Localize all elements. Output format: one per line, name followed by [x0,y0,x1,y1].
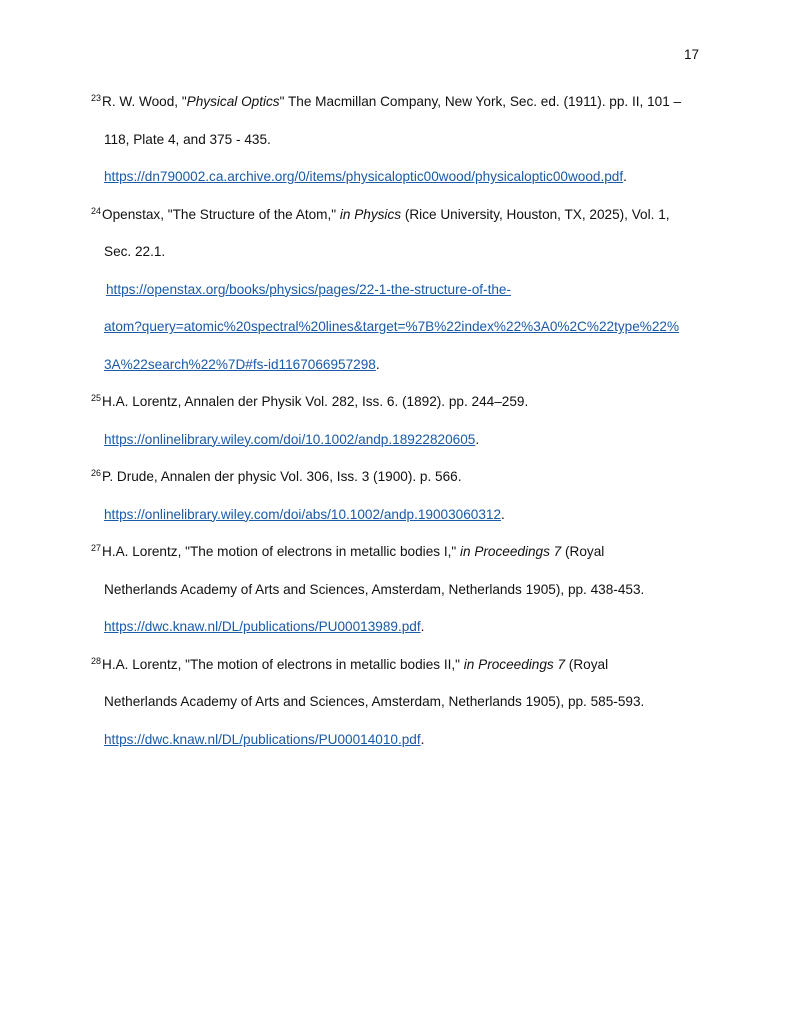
reference-link[interactable]: atom?query=atomic%20spectral%20lines&target=%7B%22index%22%3A0%2C%22type%22% [104,319,680,334]
reference-italic-title: in Proceedings 7 [463,656,566,672]
footnote-number: 23 [91,93,102,103]
reference-text: Openstax, "The Structure of the Atom," [102,206,340,222]
reference-text: H.A. Lorentz, "The motion of electrons in metallic bodies I," [102,544,460,559]
reference-continuation: Netherlands Academy of Arts and Sciences, Amsterdam, Netherlands 1905), pp. 585-593. [104,694,645,709]
reference-link[interactable]: https://onlinelibrary.wiley.com/doi/abs/10.1002/andp.19003060312 [104,506,502,522]
footnote-number: 28 [91,655,102,666]
reference-link-line: https://onlinelibrary.wiley.com/doi/abs/10.1002/andp.19003060312. [104,506,505,522]
reference-link[interactable]: https://dwc.knaw.nl/DL/publications/PU00013989.pdf [104,619,421,634]
reference-link-line: https://onlinelibrary.wiley.com/doi/10.1002/andp.18922820605. [104,431,480,447]
reference-link[interactable]: 3A%22search%22%7D#fs-id1167066957298 [104,356,376,372]
reference-first-line [91,390,711,428]
reference-link[interactable]: https://dn790002.ca.archive.org/0/items/physicaloptic00wood/physicaloptic00wood.pdf [104,169,624,184]
reference-italic-title: in Physics [339,206,402,222]
reference-text: (Royal [565,656,609,672]
reference-first-line [91,653,711,691]
reference-26 [91,465,711,540]
footnote-number: 25 [91,393,102,403]
reference-25 [91,390,711,465]
footnote-number: 24 [91,205,102,216]
reference-link-line [91,315,711,353]
reference-text: P. Drude, Annalen der physic Vol. 306, Iss. 3 (1900). p. 566. [102,469,462,484]
reference-first-line [91,540,711,578]
footnote-number: 26 [91,468,102,478]
reference-link-line: 3A%22search%22%7D#fs-id1167066957298. [104,356,380,372]
reference-italic-title: Physical Optics [186,94,280,109]
reference-24 [91,203,711,391]
reference-link-line [91,278,711,316]
reference-text: (Royal [561,544,605,559]
reference-23 [91,90,711,203]
reference-link[interactable]: https://openstax.org/books/physics/pages/22-1-the-structure-of-the- [106,281,511,297]
reference-continuation: Sec. 22.1. [104,244,166,259]
reference-text: R. W. Wood, " [102,94,187,109]
reference-first-line [91,90,711,128]
footnote-number: 27 [91,543,102,553]
reference-link-line: https://dn790002.ca.archive.org/0/items/physicaloptic00wood/physicaloptic00wood.pdf. [104,169,627,184]
reference-first-line [91,465,711,503]
reference-italic-title: in Proceedings 7 [459,544,562,559]
reference-27 [91,540,711,653]
reference-text: (Rice University, Houston, TX, 2025), Vol. 1, [401,206,670,222]
reference-28 [91,653,711,766]
reference-text: " The Macmillan Company, New York, Sec. ed. (1911). pp. II, 101 – [279,94,682,109]
reference-text: H.A. Lorentz, Annalen der Physik Vol. 282, Iss. 6. (1892). pp. 244–259. [102,394,529,409]
reference-link[interactable]: https://dwc.knaw.nl/DL/publications/PU00014010.pdf [104,731,421,747]
page-number: 17 [684,47,700,62]
reference-continuation: Netherlands Academy of Arts and Sciences, Amsterdam, Netherlands 1905), pp. 438-453. [104,581,645,597]
reference-first-line [91,203,711,241]
reference-continuation: 118, Plate 4, and 375 - 435. [104,131,271,147]
reference-text: H.A. Lorentz, "The motion of electrons in metallic bodies II," [102,656,464,672]
reference-link[interactable]: https://onlinelibrary.wiley.com/doi/10.1002/andp.18922820605 [104,431,476,447]
references-list [91,90,711,765]
reference-link-line: https://dwc.knaw.nl/DL/publications/PU00014010.pdf. [104,731,425,747]
reference-link-line: https://dwc.knaw.nl/DL/publications/PU00013989.pdf. [104,619,425,634]
